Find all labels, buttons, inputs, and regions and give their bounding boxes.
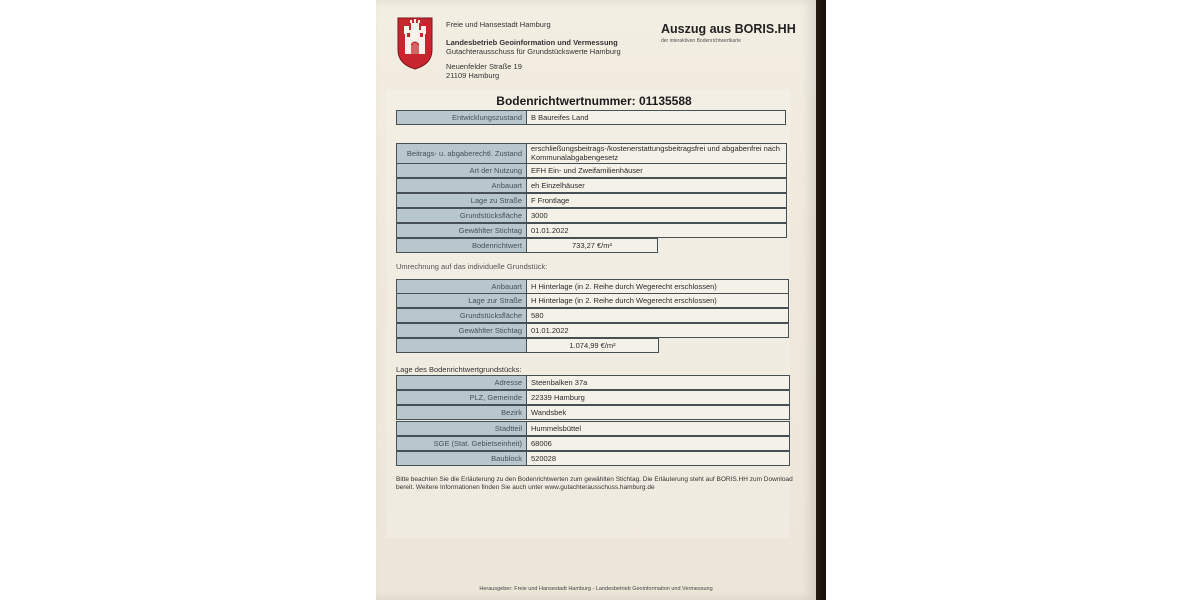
row-value: erschließungsbeitrags-/kostenerstattungsbeitragsfrei und abgabenfrei nach Kommunalabgabengesetz xyxy=(526,143,787,164)
table-row xyxy=(396,163,787,178)
table-row xyxy=(396,375,790,390)
row-label: Stadtteil xyxy=(396,421,526,436)
boris-subtitle: der interaktiven Bodenrichtwertkarte xyxy=(661,38,742,44)
row-label: PLZ, Gemeinde xyxy=(396,390,526,405)
bodenrichtwert-value: 733,27 €/m² xyxy=(526,238,658,253)
footnote: Bitte beachten Sie die Erläuterung zu den Bodenrichtwerten zum gewählten Stichtag. Die Erläuterung steht auf BORIS.HH zum Download bereit. Weitere Informationen finden Sie auch unter www.gutachterausschuss.hamburg.de xyxy=(396,476,793,491)
table-row xyxy=(396,223,787,238)
row-label: Lage zu Straße xyxy=(396,193,526,208)
entwicklung-row xyxy=(396,110,786,125)
row-label: Lage zur Straße xyxy=(396,293,526,308)
row-value: H Hinterlage (in 2. Reihe durch Wegerecht erschlossen) xyxy=(526,293,789,308)
row-value: 3000 xyxy=(526,208,787,223)
header-line-committee: Gutachterausschuss für Grundstückswerte Hamburg xyxy=(446,47,621,56)
row-value: 22339 Hamburg xyxy=(526,390,790,405)
header-line-city: Freie und Hansestadt Hamburg xyxy=(446,20,551,29)
boris-title: Auszug aus BORIS.HH xyxy=(661,22,796,36)
row-label: Anbauart xyxy=(396,178,526,193)
row-value: 01.01.2022 xyxy=(526,323,789,338)
row-value: 01.01.2022 xyxy=(526,223,787,238)
row-label: Grundstücksfläche xyxy=(396,208,526,223)
page-title: Bodenrichtwertnummer: 01135588 xyxy=(496,94,692,108)
table-row xyxy=(396,279,789,294)
row-label: Art der Nutzung xyxy=(396,163,526,178)
table-row xyxy=(396,451,790,466)
table-row xyxy=(396,421,790,436)
table-row xyxy=(396,323,789,338)
header-street: Neuenfelder Straße 19 xyxy=(446,62,522,71)
entwicklung-value: B Baureifes Land xyxy=(526,110,786,125)
header-city: 21109 Hamburg xyxy=(446,71,500,80)
table-row xyxy=(396,390,790,405)
publisher: Herausgeber: Freie und Hansestadt Hamburg - Landesbetrieb Geoinformation und Vermessung xyxy=(479,586,713,592)
table-row xyxy=(396,405,790,420)
umrechnung-result-row xyxy=(396,338,659,353)
row-value: H Hinterlage (in 2. Reihe durch Wegerecht erschlossen) xyxy=(526,279,789,294)
table-row xyxy=(396,143,787,164)
row-value: Steenbalken 37a xyxy=(526,375,790,390)
table-row xyxy=(396,308,789,323)
lage-heading: Lage des Bodenrichtwertgrundstücks: xyxy=(396,365,522,374)
row-label: Grundstücksfläche xyxy=(396,308,526,323)
row-value: 580 xyxy=(526,308,789,323)
row-label: Beitrags- u. abgaberechtl. Zustand xyxy=(396,143,526,164)
header-line-agency: Landesbetrieb Geoinformation und Vermessung xyxy=(446,38,618,47)
row-label: SGE (Stat. Gebietseinheit) xyxy=(396,436,526,451)
row-value: EFH Ein- und Zweifamilienhäuser xyxy=(526,163,787,178)
bodenrichtwert-row xyxy=(396,238,658,253)
entwicklung-label: Entwicklungszustand xyxy=(396,110,526,125)
umrechnung-heading: Umrechnung auf das individuelle Grundstück: xyxy=(396,262,548,271)
row-label: Gewählter Stichtag xyxy=(396,323,526,338)
table-row xyxy=(396,436,790,451)
row-value: Wandsbek xyxy=(526,405,790,420)
row-value: 68006 xyxy=(526,436,790,451)
hamburg-coat-of-arms-icon xyxy=(396,16,434,70)
row-label: Baublock xyxy=(396,451,526,466)
table-row xyxy=(396,193,787,208)
row-value: Hummelsbüttel xyxy=(526,421,790,436)
bodenrichtwert-label: Bodenrichtwert xyxy=(396,238,526,253)
table-row xyxy=(396,293,789,308)
row-value: 520028 xyxy=(526,451,790,466)
umrechnung-result-value: 1.074,99 €/m² xyxy=(526,338,659,353)
row-label: Bezirk xyxy=(396,405,526,420)
umrechnung-result-label xyxy=(396,338,526,353)
table-row xyxy=(396,178,787,193)
table-row xyxy=(396,208,787,223)
row-value: eh Einzelhäuser xyxy=(526,178,787,193)
row-label: Anbauart xyxy=(396,279,526,294)
row-label: Gewählter Stichtag xyxy=(396,223,526,238)
row-value: F Frontlage xyxy=(526,193,787,208)
row-label: Adresse xyxy=(396,375,526,390)
